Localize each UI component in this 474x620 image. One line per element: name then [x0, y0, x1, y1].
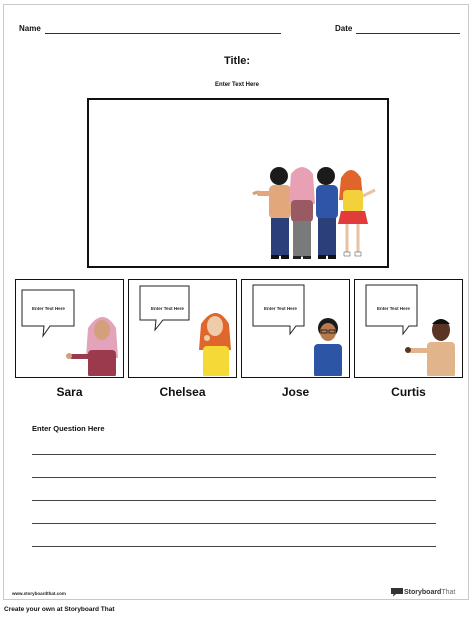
answer-line[interactable]: [32, 546, 436, 547]
character-name-chelsea: Chelsea: [159, 385, 206, 399]
glasses-boy-illustration: [242, 280, 348, 376]
answer-line[interactable]: [32, 477, 436, 478]
character-name-curtis: Curtis: [391, 385, 426, 399]
panel-curtis-bubble-text[interactable]: Enter Text Here: [377, 306, 410, 311]
friend-three-figure: [316, 167, 338, 259]
worksheet-page: [3, 4, 469, 600]
panel-sara: [15, 279, 124, 378]
group-of-friends-illustration: [89, 100, 387, 266]
logo-wordmark: [404, 589, 455, 596]
name-input-line[interactable]: [45, 33, 281, 34]
panel-jose: [241, 279, 350, 378]
date-input-line[interactable]: [356, 33, 460, 34]
curtis-boy-illustration: [355, 280, 461, 376]
site-url: www.storyboardthat.com: [12, 591, 66, 596]
character-name-sara: Sara: [56, 385, 83, 399]
friend-two-figure: [289, 167, 315, 259]
panel-jose-bubble-text[interactable]: Enter Text Here: [264, 306, 297, 311]
friend-four-figure: [338, 170, 375, 256]
hijab-girl-illustration: [16, 280, 122, 376]
character-name-jose: Jose: [281, 385, 310, 399]
panel-chelsea: [128, 279, 237, 378]
panel-chelsea-bubble-text[interactable]: Enter Text Here: [151, 306, 184, 311]
main-scene-frame: [87, 98, 389, 268]
page-title: Title:: [223, 55, 251, 67]
answer-line[interactable]: [32, 454, 436, 455]
date-label: Date: [335, 24, 353, 33]
logo-light-text: That: [441, 588, 456, 596]
footer-credit[interactable]: Create your own at Storyboard That: [4, 606, 115, 613]
title-text-placeholder[interactable]: Enter Text Here: [215, 82, 259, 88]
answer-line[interactable]: [32, 523, 436, 524]
friend-one-figure: [253, 167, 291, 259]
answer-line[interactable]: [32, 500, 436, 501]
question-prompt[interactable]: Enter Question Here: [32, 424, 105, 433]
storyboardthat-logo-icon: [390, 587, 404, 597]
red-hair-girl-illustration: [129, 280, 235, 376]
logo-main-text: Storyboard: [404, 588, 442, 596]
name-label: Name: [19, 24, 41, 33]
panel-sara-bubble-text[interactable]: Enter Text Here: [32, 306, 65, 311]
storyboardthat-logo: [390, 587, 455, 597]
panel-curtis: [354, 279, 463, 378]
